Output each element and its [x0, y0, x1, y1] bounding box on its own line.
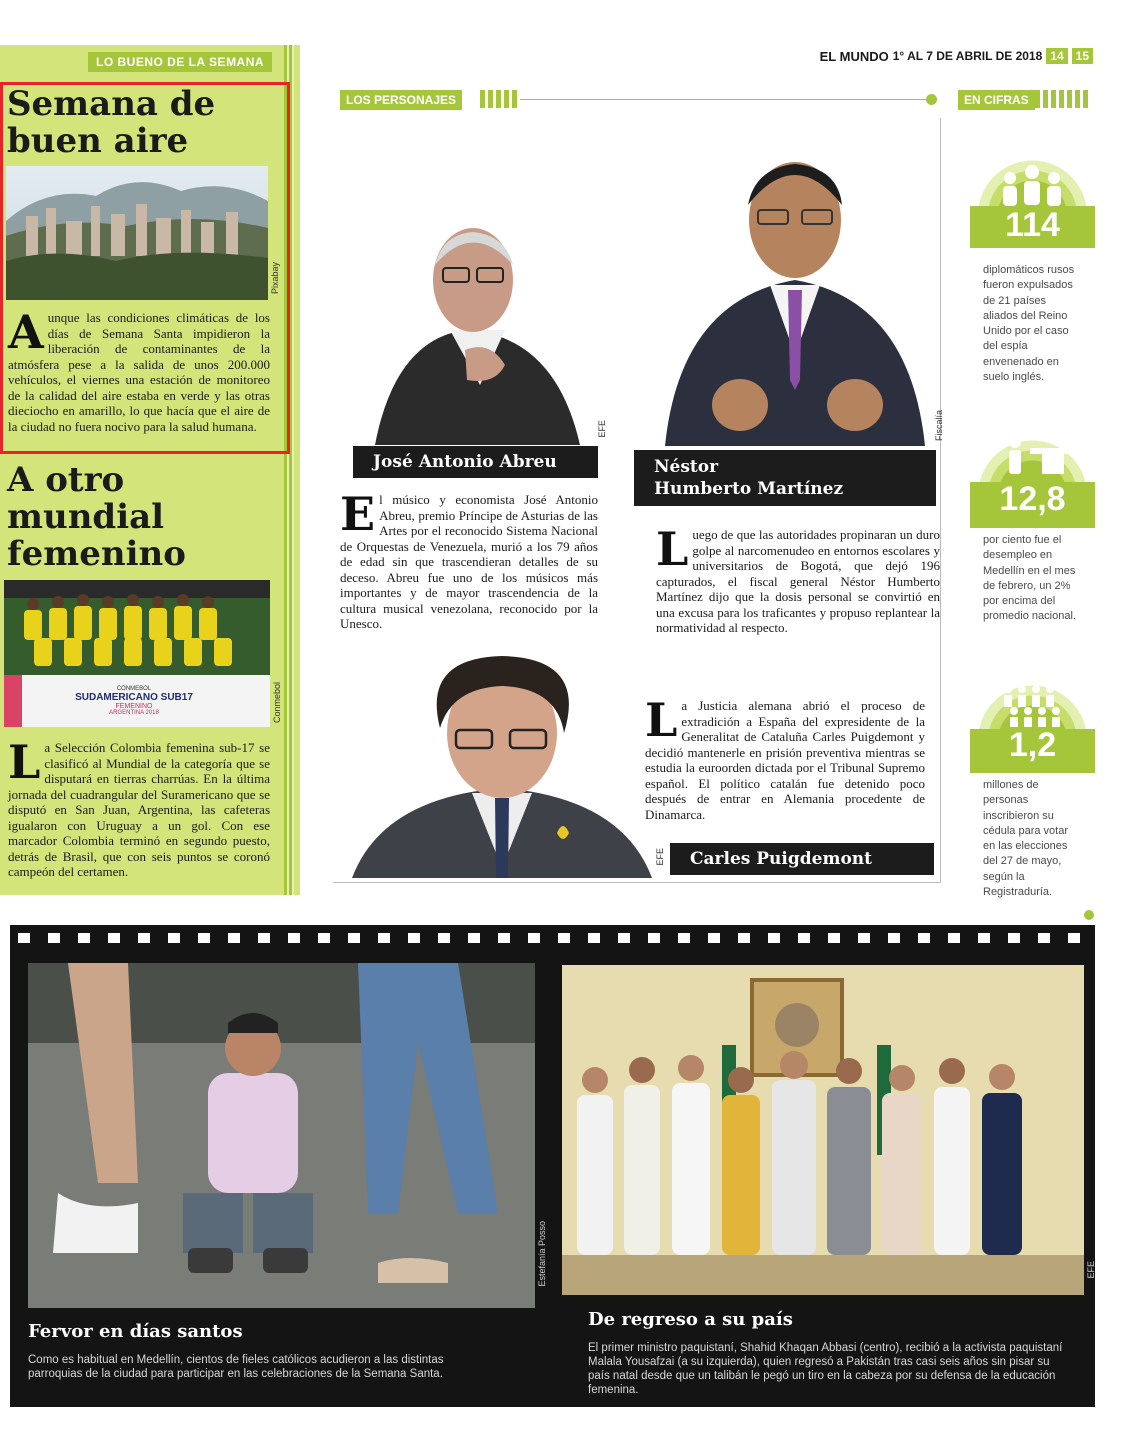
- film-perforation: [798, 933, 810, 943]
- film-perforation: [438, 933, 450, 943]
- film-perforation: [738, 933, 750, 943]
- story2-body: [8, 735, 270, 880]
- section-tag-lo-bueno: LO BUENO DE LA SEMANA: [88, 52, 272, 72]
- highlight-box: [0, 82, 290, 454]
- film-perforation: [888, 933, 900, 943]
- banner-place: ARGENTINA 2018: [109, 710, 159, 716]
- film-perforation: [858, 933, 870, 943]
- film-perforation: [528, 933, 540, 943]
- malala-title: De regreso a su país: [588, 1309, 793, 1330]
- martinez-body: [656, 522, 940, 636]
- film-perforation: [108, 933, 120, 943]
- banner-small: CONMEBOL: [116, 686, 152, 692]
- film-perforation: [48, 933, 60, 943]
- film-perforation: [648, 933, 660, 943]
- page-number-left: 14: [1046, 48, 1067, 64]
- story1-body-text: unque las condiciones climáticas de los días de Semana Santa impidieron la liberación de contaminantes de la atmósfera pese a la salida de unos 200.000 vehículos, el viernes una estación de monitoreo de la calidad del aire estaba en verde y las otras dieciocho en amarillo, lo que hacía que el aire de la ciudad no fuera nocivo para la salud humana.: [8, 310, 270, 434]
- film-perforation: [408, 933, 420, 943]
- martinez-body-text: uego de que las autoridades propinaran un duro golpe al narcomenudeo en entornos escolares y universitarios de Bogotá, que dejó 196 capturados, el fiscal general Néstor Humberto Martínez dijo que la dosis personal se convirtió en una excusa para los traficantes y propuso replantear la normatividad al respecto.: [656, 527, 940, 635]
- malala-caption: El primer ministro paquistaní, Shahid Khaqan Abbasi (centro), recibió a la activista paquistaní Malala Yousafzai (a su izquierda), quien regresó a Pakistán tras casi seis años sin pisar su país natal desde que un talibán le pegó un tiro en la cabeza por su defensa de la educación femenina.: [588, 1342, 1063, 1396]
- issue-date: 1° AL 7 DE ABRIL DE 2018: [892, 49, 1043, 63]
- abreu-photo-credit: EFE: [597, 420, 607, 438]
- film-perforation: [378, 933, 390, 943]
- film-perforation: [1038, 933, 1050, 943]
- story1-headline-line2: buen aire: [7, 121, 189, 161]
- film-perforation: [618, 933, 630, 943]
- film-perforation: [558, 933, 570, 943]
- decorative-line: [520, 99, 930, 100]
- cifra-number-2: 12,8: [999, 480, 1066, 518]
- film-perforation: [288, 933, 300, 943]
- puigdemont-dropcap: L: [645, 693, 678, 747]
- cifra-text-1: diplomáticos rusos fueron expulsados de 21 países aliados del Reino Unido por el caso del espía envenenado en suelo inglés.: [983, 264, 1075, 384]
- story2-headline-line1: A otro: [7, 460, 125, 500]
- film-perforation: [228, 933, 240, 943]
- film-perforation: [198, 933, 210, 943]
- fervor-photo-credit: Estefanía Posso: [537, 1221, 547, 1287]
- story2-headline-line3: femenino: [7, 534, 186, 574]
- section-tag-cifras: EN CIFRAS: [958, 90, 1035, 110]
- puigdemont-body-text: a Justicia alemana abrió el proceso de extradición a España del expresidente de la Generalitat de Cataluña Carles Puigdemont y decidió mantenerle en prisión preventiva mientras se estudia la euroorden dictada por el Tribunal Supremo español. El político catalán fue detenido poco después de entrar en Alemania procedente de Dinamarca.: [645, 698, 925, 822]
- story2-headline-line2: mundial: [7, 497, 165, 537]
- film-perforation: [348, 933, 360, 943]
- film-perforation: [468, 933, 480, 943]
- film-perforation: [678, 933, 690, 943]
- page-number-right: 15: [1072, 48, 1093, 64]
- film-perforation: [708, 933, 720, 943]
- photo-film-strip: [10, 925, 1095, 1407]
- cifra-text-3: millones de personas inscribieron su cédula para votar en las elecciones del 27 de mayo, según la Registraduría.: [983, 779, 1068, 899]
- puigdemont-name: Carles Puigdemont: [670, 843, 934, 875]
- film-perforation: [918, 933, 930, 943]
- abreu-dropcap: E: [340, 487, 376, 541]
- martinez-name-line2: Humberto Martínez: [654, 479, 844, 499]
- film-perforation: [1008, 933, 1020, 943]
- fervor-title: Fervor en días santos: [28, 1321, 243, 1342]
- film-perforation: [138, 933, 150, 943]
- banner-main: SUDAMERICANO SUB17: [75, 692, 193, 703]
- story1-dropcap: A: [8, 305, 44, 359]
- film-perforation: [498, 933, 510, 943]
- film-perforation: [948, 933, 960, 943]
- banner-sub: FEMENINO: [115, 703, 153, 710]
- puigdemont-portrait: [352, 648, 652, 878]
- football-team-photo: [4, 580, 270, 727]
- publication-name: EL MUNDO: [819, 48, 889, 64]
- abreu-body-text: l músico y economista José Antonio Abreu, premio Príncipe de Asturias de las Artes por el reconocido Sistema Nacional de Orquestas de Venezuela, murió a los 79 años de edad sin que trascendieran detalles de su deceso. Abreu fue uno de los músicos más importantes y de mayor trascendencia de la cultura musical venezolana, reconocido por la Unesco.: [340, 492, 598, 631]
- story1-headline-line1: Semana de: [7, 84, 216, 124]
- story2-photo-credit: Conmebol: [272, 682, 282, 724]
- decorative-dot: [926, 94, 937, 105]
- martinez-portrait: [660, 150, 930, 446]
- puigdemont-photo-credit: EFE: [655, 848, 665, 866]
- martinez-photo-credit: Fiscalía: [934, 410, 944, 442]
- malala-photo-credit: EFE: [1086, 1261, 1096, 1279]
- abreu-body: [340, 487, 598, 632]
- decorative-bars: [1035, 90, 1090, 108]
- film-perforation: [78, 933, 90, 943]
- abreu-portrait: [355, 210, 595, 445]
- decorative-bars: [480, 90, 520, 108]
- film-perforation: [168, 933, 180, 943]
- film-perforation: [318, 933, 330, 943]
- film-perforation: [768, 933, 780, 943]
- film-perforation: [828, 933, 840, 943]
- story2-body-text: a Selección Colombia femenina sub-17 se clasificó al Mundial de la categoría que se disputará en tierras charrúas. En la última jornada del cuadrangular del Suramericano que se disputó en San Juan, Argentina, las cafeteras igualaron con Uruguay a un gol. Con ese marcador Colombia terminó en segundo puesto, detrás de Brasil, que con seis puntos se coronó campeón del certamen.: [8, 740, 270, 879]
- film-perforation: [588, 933, 600, 943]
- story1-photo-credit: Pixabay: [270, 262, 280, 295]
- film-perforation: [1068, 933, 1080, 943]
- malala-photo: [562, 965, 1084, 1295]
- abreu-name: José Antonio Abreu: [353, 446, 598, 478]
- cifra-number-3: 1,2: [1008, 726, 1057, 764]
- fervor-caption: Como es habitual en Medellín, cientos de fieles católicos acudieron a las distintas parroquias de la ciudad para participar en las celebraciones de la Semana Santa.: [28, 1354, 444, 1380]
- martinez-dropcap: L: [656, 522, 689, 576]
- puigdemont-body: [645, 693, 925, 822]
- tournament-banner: [64, 686, 204, 716]
- story2-headline: [7, 462, 186, 573]
- fervor-photo: [28, 963, 535, 1308]
- decorative-dot: [1084, 910, 1094, 920]
- section-tag-personajes: LOS PERSONAJES: [340, 90, 462, 110]
- cifra-number-1: 114: [1005, 206, 1060, 244]
- masthead: [820, 48, 1093, 64]
- martinez-name-line1: Néstor: [654, 457, 719, 477]
- film-perforation: [978, 933, 990, 943]
- story2-dropcap: L: [8, 735, 41, 789]
- film-perforation: [18, 933, 30, 943]
- film-perforation: [258, 933, 270, 943]
- cifra-text-2: por ciento fue el desempleo en Medellín en el mes de febrero, un 2% por encima del promedio nacional.: [983, 534, 1076, 623]
- martinez-name: [634, 450, 936, 506]
